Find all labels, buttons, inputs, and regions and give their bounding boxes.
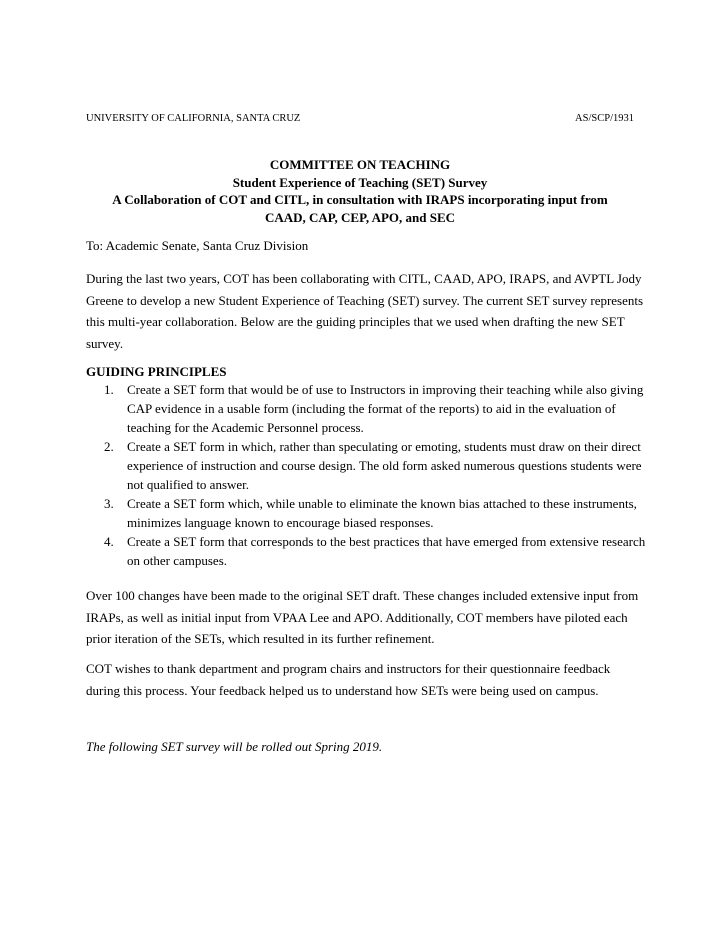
page-header (86, 113, 634, 125)
document-code: AS/SCP/1931 (575, 113, 634, 124)
guiding-principles-heading: GUIDING PRINCIPLES (86, 364, 227, 379)
addressee-line: To: Academic Senate, Santa Cruz Division (86, 238, 309, 253)
list-item (86, 437, 646, 494)
thanks-paragraph: COT wishes to thank department and program chairs and instructors for their questionnaire feedback during this process. Your feedback helped us to understand how SETs were being used on campus. (86, 661, 611, 698)
list-item-number: 3. (104, 496, 114, 511)
collaboration-line-continued: CAAD, CAP, CEP, APO, and SEC (264, 209, 456, 225)
institution-name: UNIVERSITY OF CALIFORNIA, SANTA CRUZ (86, 113, 301, 124)
list-item (86, 532, 646, 570)
list-item-number: 2. (104, 439, 114, 454)
list-item (86, 494, 646, 532)
guiding-principles-list (86, 380, 646, 570)
list-item-number: 4. (104, 534, 114, 549)
document-title-block (60, 156, 660, 226)
intro-paragraph: During the last two years, COT has been collaborating with CITL, CAAD, APO, IRAPS, and AVPTL Jody Greene to develop a new Student Experience of Teaching (SET) survey. The current SET survey represents this multi-year collaboration. Below are the guiding principles that we used when drafting the new SET survey. (86, 271, 644, 351)
rollout-note: The following SET survey will be rolled out Spring 2019. (86, 739, 383, 754)
survey-title: Student Experience of Teaching (SET) Survey (232, 174, 488, 190)
list-item-text: Create a SET form that would be of use to Instructors in improving their teaching while also giving CAP evidence in a usable form (including the format of the reports) to aid in the evaluation of teaching for the Academic Personnel process. (127, 382, 644, 435)
list-item-text: Create a SET form in which, rather than speculating or emoting, students must draw on their direct experience of instruction and course design. The old form asked numerous questions students were not qualified to answer. (127, 439, 642, 492)
changes-paragraph: Over 100 changes have been made to the original SET draft. These changes included extensive input from IRAPs, as well as initial input from VPAA Lee and APO. Additionally, COT members have piloted each prior iteration of the SETs, which resulted in its further refinement. (86, 588, 639, 646)
collaboration-line: A Collaboration of COT and CITL, in consultation with IRAPS incorporating input from (112, 192, 608, 207)
committee-title: COMMITTEE ON TEACHING (269, 157, 451, 172)
list-item-number: 1. (104, 382, 114, 397)
list-item-text: Create a SET form that corresponds to the best practices that have emerged from extensive research on other campuses. (127, 534, 646, 568)
list-item-text: Create a SET form which, while unable to eliminate the known bias attached to these instruments, minimizes language known to encourage biased responses. (127, 496, 637, 530)
list-item (86, 380, 646, 437)
